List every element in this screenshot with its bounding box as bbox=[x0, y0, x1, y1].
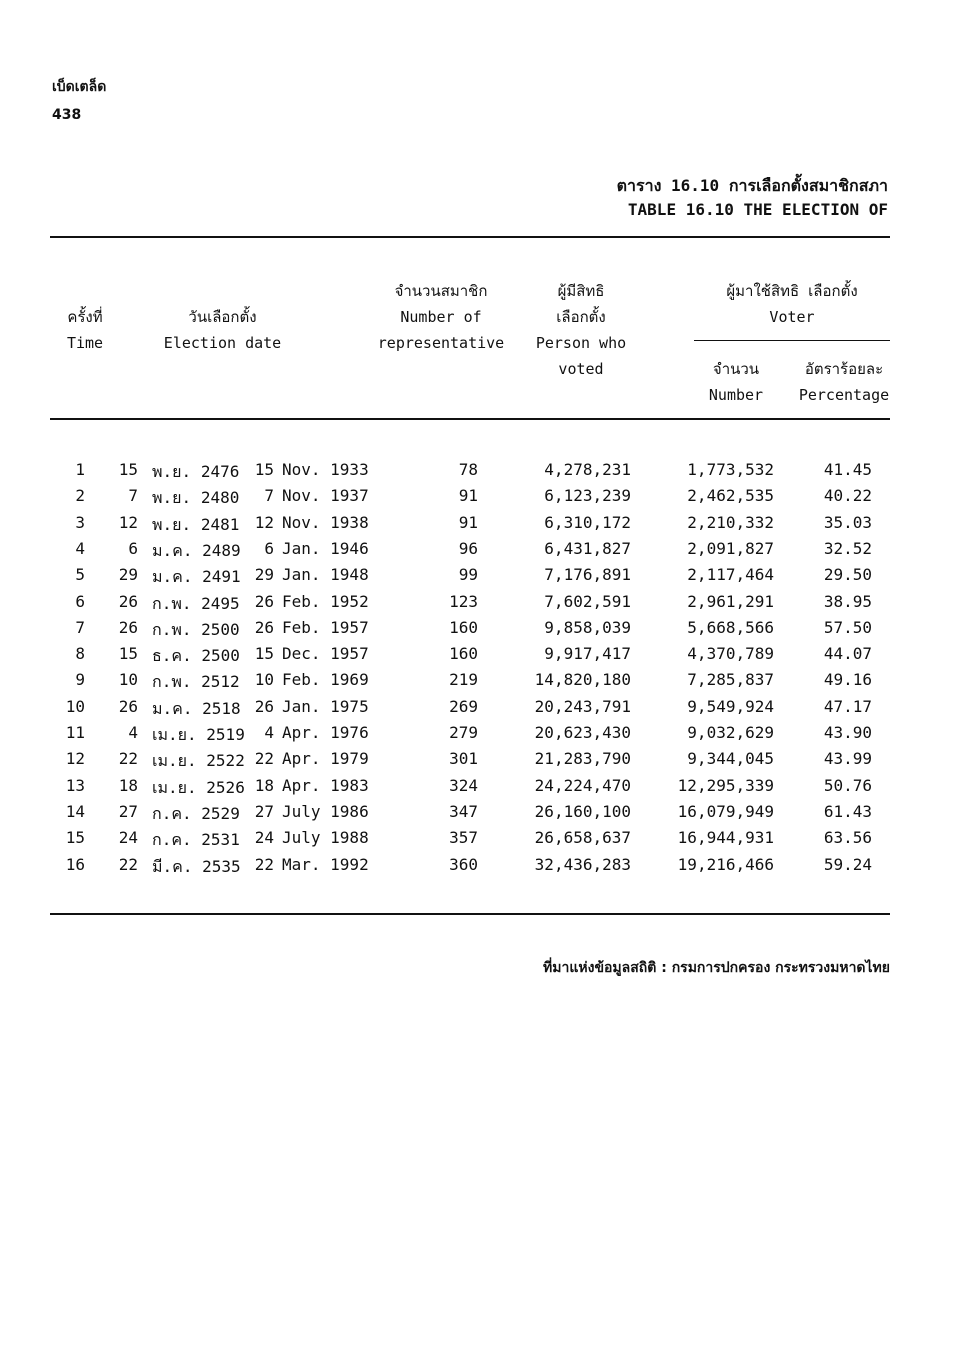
cell-en-date: Apr. 1979 bbox=[282, 749, 369, 769]
cell-percentage: 50.76 bbox=[823, 775, 872, 795]
table-row bbox=[0, 802, 966, 828]
table-row bbox=[0, 828, 966, 854]
table-row bbox=[0, 855, 966, 881]
cell-voters: 4,370,789 bbox=[687, 644, 774, 664]
cell-time: 15 bbox=[65, 828, 85, 848]
cell-thai-date: เม.ย. 2526 bbox=[152, 777, 245, 797]
cell-thai-day: 7 bbox=[128, 486, 138, 506]
cell-thai-date: ก.พ. 2495 bbox=[152, 593, 240, 613]
cell-thai-date: พ.ย. 2480 bbox=[152, 488, 240, 508]
table-row bbox=[0, 697, 966, 723]
header-voter-number: จำนวน Number bbox=[708, 360, 764, 404]
table-row bbox=[0, 670, 966, 696]
cell-representatives: 301 bbox=[449, 749, 478, 769]
table-bottom-rule bbox=[50, 913, 890, 915]
cell-eligible: 14,820,180 bbox=[534, 670, 631, 690]
table-row bbox=[0, 618, 966, 644]
cell-representatives: 269 bbox=[449, 696, 478, 716]
cell-voters: 12,295,339 bbox=[677, 775, 774, 795]
cell-eligible: 26,160,100 bbox=[534, 801, 631, 821]
table-title-english: TABLE 16.10 THE ELECTION OF bbox=[627, 200, 888, 219]
cell-thai-date: ก.ค. 2529 bbox=[152, 803, 240, 823]
cell-percentage: 43.90 bbox=[823, 723, 872, 742]
cell-time: 16 bbox=[65, 854, 85, 874]
cell-representatives: 99 bbox=[458, 565, 478, 585]
cell-en-date: Nov. 1938 bbox=[282, 512, 369, 532]
table-row bbox=[0, 723, 966, 749]
cell-time: 4 bbox=[75, 538, 85, 558]
header-voter-percentage: อัตราร้อยละ Percentage bbox=[798, 360, 890, 404]
cell-time: 10 bbox=[65, 696, 85, 716]
cell-eligible: 6,123,239 bbox=[544, 486, 631, 506]
cell-voters: 9,549,924 bbox=[687, 696, 774, 716]
cell-en-day: 22 bbox=[254, 854, 274, 874]
cell-en-date: July 1988 bbox=[282, 828, 369, 848]
cell-percentage: 57.50 bbox=[823, 617, 872, 637]
header-time: ครั้งที่ Time bbox=[66, 308, 104, 352]
cell-percentage: 43.99 bbox=[823, 749, 872, 769]
cell-en-date: Feb. 1969 bbox=[282, 670, 369, 690]
cell-en-day: 26 bbox=[254, 617, 274, 637]
cell-thai-day: 15 bbox=[118, 644, 138, 664]
cell-thai-day: 15 bbox=[118, 460, 138, 479]
table-row bbox=[0, 776, 966, 802]
cell-percentage: 49.16 bbox=[823, 670, 872, 690]
cell-en-date: Jan. 1948 bbox=[282, 565, 369, 585]
cell-representatives: 279 bbox=[449, 723, 478, 742]
cell-en-day: 18 bbox=[254, 775, 274, 795]
table-row bbox=[0, 644, 966, 670]
cell-time: 11 bbox=[65, 723, 85, 742]
cell-eligible: 24,224,470 bbox=[534, 775, 631, 795]
cell-thai-date: ก.ค. 2531 bbox=[152, 830, 240, 850]
cell-percentage: 35.03 bbox=[823, 512, 872, 532]
cell-en-date: Mar. 1992 bbox=[282, 854, 369, 874]
cell-eligible: 7,602,591 bbox=[544, 591, 631, 611]
cell-voters: 9,344,045 bbox=[687, 749, 774, 769]
cell-thai-day: 29 bbox=[118, 565, 138, 585]
cell-time: 12 bbox=[65, 749, 85, 769]
cell-voters: 19,216,466 bbox=[677, 854, 774, 874]
cell-representatives: 96 bbox=[458, 538, 478, 558]
cell-voters: 1,773,532 bbox=[687, 460, 774, 479]
cell-voters: 9,032,629 bbox=[687, 723, 774, 742]
cell-eligible: 21,283,790 bbox=[534, 749, 631, 769]
cell-thai-date: ก.พ. 2512 bbox=[152, 672, 240, 692]
cell-thai-day: 24 bbox=[118, 828, 138, 848]
cell-thai-date: เม.ย. 2522 bbox=[152, 751, 245, 771]
cell-voters: 5,668,566 bbox=[687, 617, 774, 637]
cell-thai-day: 12 bbox=[118, 512, 138, 532]
cell-en-day: 22 bbox=[254, 749, 274, 769]
cell-time: 6 bbox=[75, 591, 85, 611]
cell-percentage: 32.52 bbox=[823, 538, 872, 558]
cell-thai-date: เม.ย. 2519 bbox=[152, 725, 245, 744]
cell-voters: 2,462,535 bbox=[687, 486, 774, 506]
cell-en-date: Dec. 1957 bbox=[282, 644, 369, 664]
cell-time: 5 bbox=[75, 565, 85, 585]
cell-representatives: 324 bbox=[449, 775, 478, 795]
cell-time: 13 bbox=[65, 775, 85, 795]
cell-eligible: 9,917,417 bbox=[544, 644, 631, 664]
cell-voters: 7,285,837 bbox=[687, 670, 774, 690]
cell-thai-date: พ.ย. 2476 bbox=[152, 462, 240, 481]
source-note: ที่มาแห่งข้อมูลสถิติ : กรมการปกครอง กระทรวงมหาดไทย bbox=[543, 960, 890, 976]
cell-eligible: 6,431,827 bbox=[544, 538, 631, 558]
cell-time: 3 bbox=[75, 512, 85, 532]
cell-percentage: 40.22 bbox=[823, 486, 872, 506]
cell-voters: 16,079,949 bbox=[677, 801, 774, 821]
cell-percentage: 61.43 bbox=[823, 801, 872, 821]
section-title: เบ็ดเตล็ด bbox=[52, 79, 107, 95]
cell-en-day: 10 bbox=[254, 670, 274, 690]
cell-en-date: Feb. 1952 bbox=[282, 591, 369, 611]
cell-thai-day: 27 bbox=[118, 801, 138, 821]
cell-en-date: July 1986 bbox=[282, 801, 369, 821]
cell-thai-date: ก.พ. 2500 bbox=[152, 619, 240, 639]
table-row bbox=[0, 592, 966, 618]
header-election-date: วันเลือกตั้ง Election date bbox=[163, 308, 282, 352]
page-number: 438 bbox=[52, 107, 82, 123]
cell-en-date: Jan. 1946 bbox=[282, 538, 369, 558]
header-eligible-voters: ผู้มีสิทธิ เลือกตั้ง Person who voted bbox=[535, 282, 627, 378]
cell-percentage: 44.07 bbox=[823, 644, 872, 664]
cell-representatives: 360 bbox=[449, 854, 478, 874]
cell-en-date: Apr. 1976 bbox=[282, 723, 369, 742]
cell-eligible: 32,436,283 bbox=[534, 854, 631, 874]
cell-eligible: 26,658,637 bbox=[534, 828, 631, 848]
cell-representatives: 91 bbox=[458, 486, 478, 506]
cell-percentage: 59.24 bbox=[823, 854, 872, 874]
cell-en-day: 7 bbox=[264, 486, 274, 506]
cell-thai-day: 26 bbox=[118, 591, 138, 611]
cell-eligible: 20,243,791 bbox=[534, 696, 631, 716]
cell-time: 8 bbox=[75, 644, 85, 664]
header-representative: จำนวนสมาชิก Number of representative bbox=[377, 282, 505, 352]
cell-thai-date: ม.ค. 2518 bbox=[152, 698, 241, 718]
cell-eligible: 4,278,231 bbox=[544, 460, 631, 479]
table-row bbox=[0, 486, 966, 512]
cell-en-date: Nov. 1937 bbox=[282, 486, 369, 506]
cell-thai-day: 26 bbox=[118, 617, 138, 637]
cell-en-date: Jan. 1975 bbox=[282, 696, 369, 716]
cell-en-date: Feb. 1957 bbox=[282, 617, 369, 637]
cell-en-date: Apr. 1983 bbox=[282, 775, 369, 795]
table-row bbox=[0, 539, 966, 565]
cell-percentage: 41.45 bbox=[823, 460, 872, 479]
cell-thai-date: ม.ค. 2489 bbox=[152, 540, 241, 560]
cell-thai-day: 22 bbox=[118, 749, 138, 769]
cell-voters: 2,091,827 bbox=[687, 538, 774, 558]
table-top-rule bbox=[50, 236, 890, 238]
cell-thai-day: 10 bbox=[118, 670, 138, 690]
header-voter-group: ผู้มาใช้สิทธิ เลือกตั้ง Voter bbox=[726, 282, 858, 326]
cell-en-day: 26 bbox=[254, 696, 274, 716]
cell-eligible: 6,310,172 bbox=[544, 512, 631, 532]
cell-time: 9 bbox=[75, 670, 85, 690]
cell-representatives: 78 bbox=[458, 460, 478, 479]
table-title-thai: ตาราง 16.10 การเลือกตั้งสมาชิกสภา bbox=[616, 176, 888, 195]
cell-voters: 2,117,464 bbox=[687, 565, 774, 585]
cell-en-day: 27 bbox=[254, 801, 274, 821]
cell-thai-day: 6 bbox=[128, 538, 138, 558]
cell-thai-day: 18 bbox=[118, 775, 138, 795]
cell-en-day: 26 bbox=[254, 591, 274, 611]
cell-voters: 2,210,332 bbox=[687, 512, 774, 532]
cell-en-day: 6 bbox=[264, 538, 274, 558]
cell-representatives: 347 bbox=[449, 801, 478, 821]
cell-time: 1 bbox=[75, 460, 85, 479]
cell-en-day: 15 bbox=[254, 460, 274, 479]
table-row bbox=[0, 749, 966, 775]
cell-representatives: 357 bbox=[449, 828, 478, 848]
cell-representatives: 219 bbox=[449, 670, 478, 690]
cell-thai-date: ม.ค. 2491 bbox=[152, 567, 241, 587]
table-row bbox=[0, 513, 966, 539]
cell-time: 7 bbox=[75, 617, 85, 637]
cell-representatives: 160 bbox=[449, 644, 478, 664]
cell-en-day: 15 bbox=[254, 644, 274, 664]
cell-thai-date: มี.ค. 2535 bbox=[152, 856, 241, 876]
cell-percentage: 38.95 bbox=[823, 591, 872, 611]
cell-thai-date: พ.ย. 2481 bbox=[152, 514, 240, 534]
voter-subheader-rule bbox=[694, 340, 890, 341]
cell-representatives: 91 bbox=[458, 512, 478, 532]
cell-thai-day: 22 bbox=[118, 854, 138, 874]
cell-percentage: 47.17 bbox=[823, 696, 872, 716]
cell-eligible: 9,858,039 bbox=[544, 617, 631, 637]
cell-en-day: 4 bbox=[264, 723, 274, 742]
cell-time: 14 bbox=[65, 801, 85, 821]
cell-representatives: 123 bbox=[449, 591, 478, 611]
cell-en-day: 24 bbox=[254, 828, 274, 848]
table-header-rule bbox=[50, 418, 890, 420]
cell-thai-date: ธ.ค. 2500 bbox=[152, 646, 240, 666]
cell-time: 2 bbox=[75, 486, 85, 506]
cell-percentage: 63.56 bbox=[823, 828, 872, 848]
cell-thai-day: 4 bbox=[128, 723, 138, 742]
cell-voters: 2,961,291 bbox=[687, 591, 774, 611]
cell-en-date: Nov. 1933 bbox=[282, 460, 369, 479]
cell-percentage: 29.50 bbox=[823, 565, 872, 585]
table-row bbox=[0, 565, 966, 591]
cell-en-day: 12 bbox=[254, 512, 274, 532]
cell-en-day: 29 bbox=[254, 565, 274, 585]
cell-eligible: 7,176,891 bbox=[544, 565, 631, 585]
cell-eligible: 20,623,430 bbox=[534, 723, 631, 742]
table-row bbox=[0, 460, 966, 486]
cell-representatives: 160 bbox=[449, 617, 478, 637]
cell-voters: 16,944,931 bbox=[677, 828, 774, 848]
cell-thai-day: 26 bbox=[118, 696, 138, 716]
